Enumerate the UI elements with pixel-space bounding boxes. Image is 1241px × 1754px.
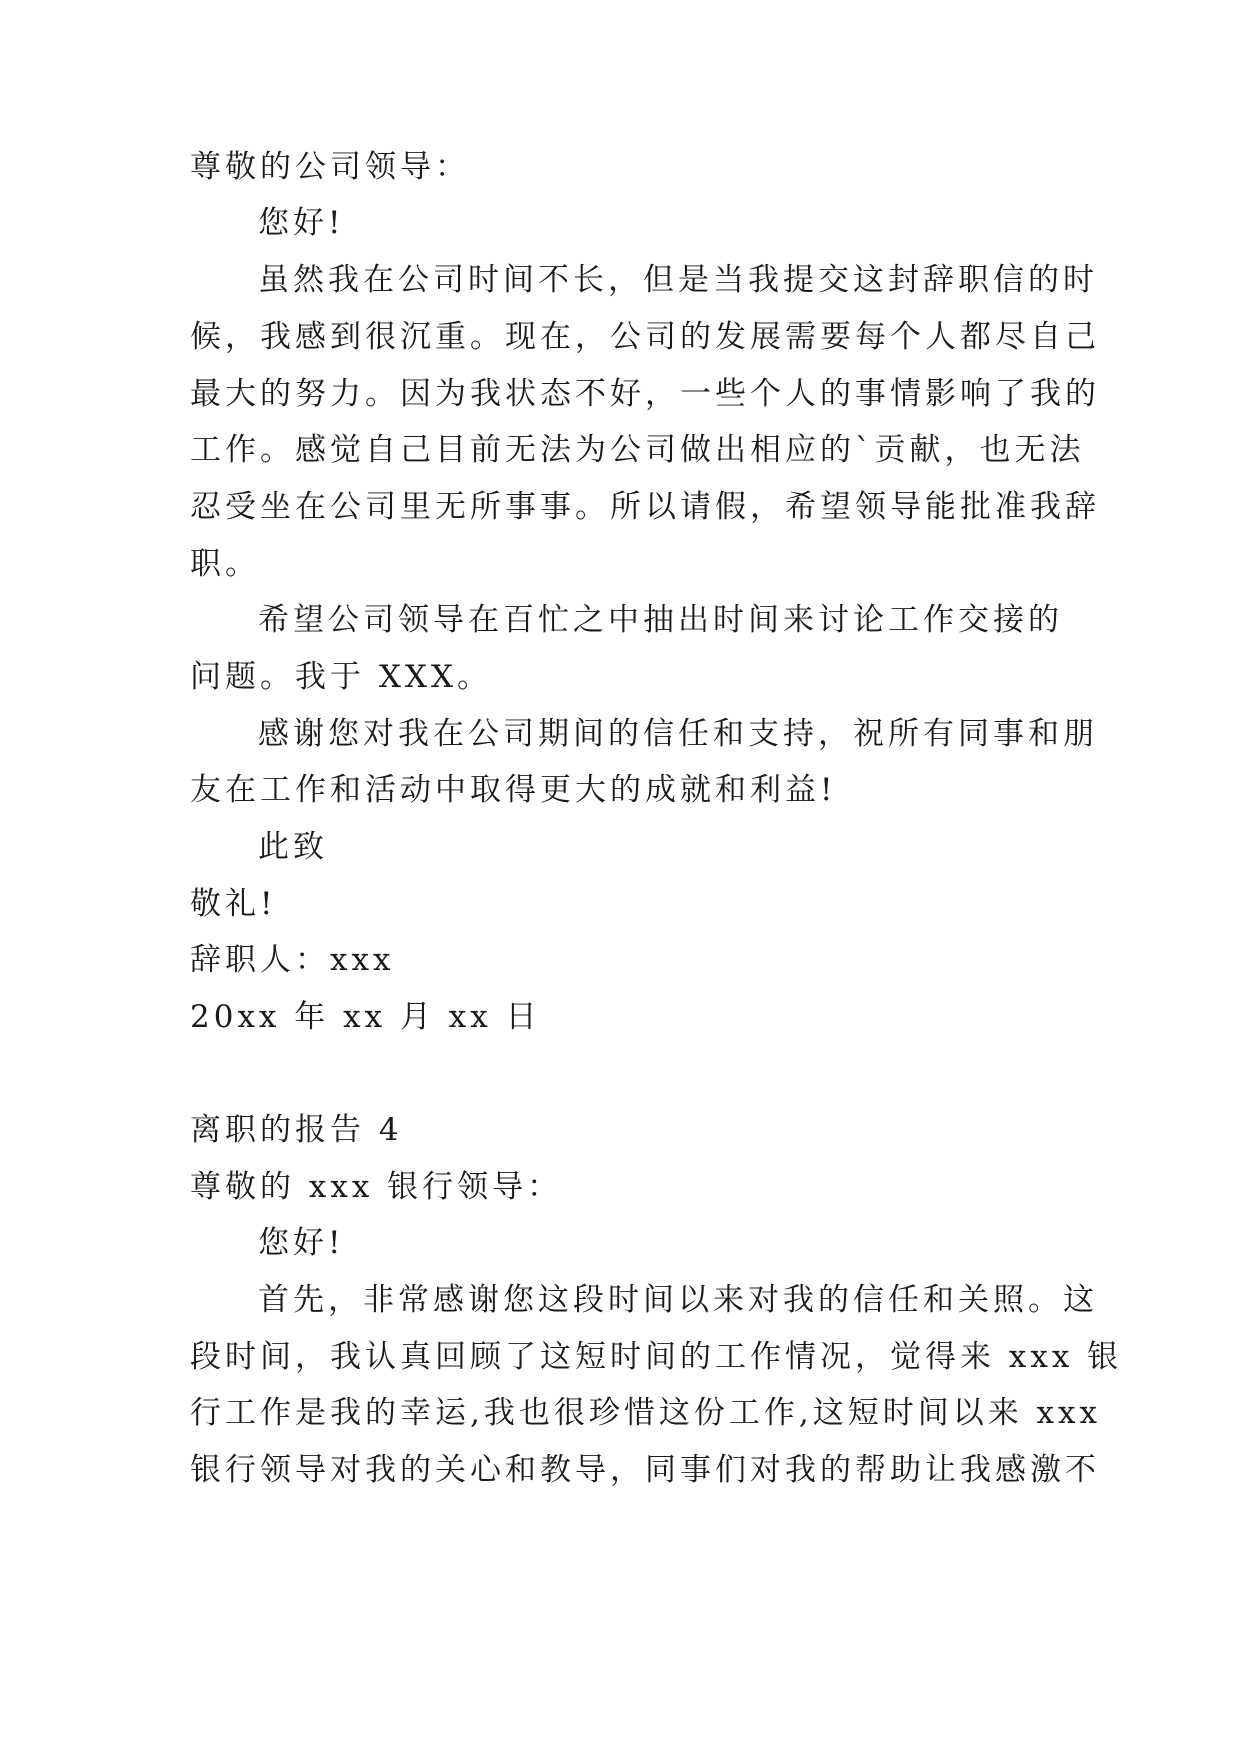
letter2-p1-line: 段时间，我认真回顾了这短时间的工作情况，觉得来 xxx 银 [190, 1339, 1123, 1375]
letter2-p1-line: 首先，非常感谢您这段时间以来对我的信任和关照。这 [258, 1282, 1098, 1318]
letter2-p1-line: 行工作是我的幸运,我也很珍惜这份工作,这短时间以来 xxx [190, 1395, 1102, 1431]
letter1-p3-line: 感谢您对我在公司期间的信任和支持，祝所有同事和朋 [258, 716, 1098, 752]
letter1-closing-1: 此致 [258, 829, 328, 865]
letter1-p2-line: 希望公司领导在百忙之中抽出时间来讨论工作交接的 [258, 602, 1063, 638]
letter1-p1-line: 忍受坐在公司里无所事事。所以请假，希望领导能批准我辞 [190, 489, 1100, 525]
letter1-p3-line: 友在工作和活动中取得更大的成就和利益! [190, 772, 837, 808]
letter2-greeting: 您好! [258, 1225, 345, 1261]
letter1-p1-line: 候，我感到很沉重。现在，公司的发展需要每个人都尽自己 [190, 319, 1100, 355]
letter1-p1-line: 职。 [190, 546, 260, 582]
letter2-p1-line: 银行领导对我的关心和教导，同事们对我的帮助让我感激不 [190, 1452, 1100, 1488]
letter1-signer: 辞职人：xxx [190, 942, 395, 978]
letter2-salutation: 尊敬的 xxx 银行领导： [190, 1169, 563, 1205]
letter1-p2-line: 问题。我于 XXX。 [190, 659, 493, 695]
letter1-p1-line: 虽然我在公司时间不长，但是当我提交这封辞职信的时 [258, 262, 1098, 298]
letter1-p1-line: 最大的努力。因为我状态不好，一些个人的事情影响了我的 [190, 376, 1100, 412]
letter1-p1-line: 工作。感觉自己目前无法为公司做出相应的`贡献，也无法 [190, 432, 1085, 468]
letter2-title: 离职的报告 4 [190, 1112, 403, 1148]
letter1-salutation: 尊敬的公司领导： [190, 149, 470, 185]
letter1-greeting: 您好! [258, 205, 345, 241]
letter1-closing-2: 敬礼! [190, 886, 277, 922]
letter1-date: 20xx 年 xx 月 xx 日 [190, 999, 541, 1035]
